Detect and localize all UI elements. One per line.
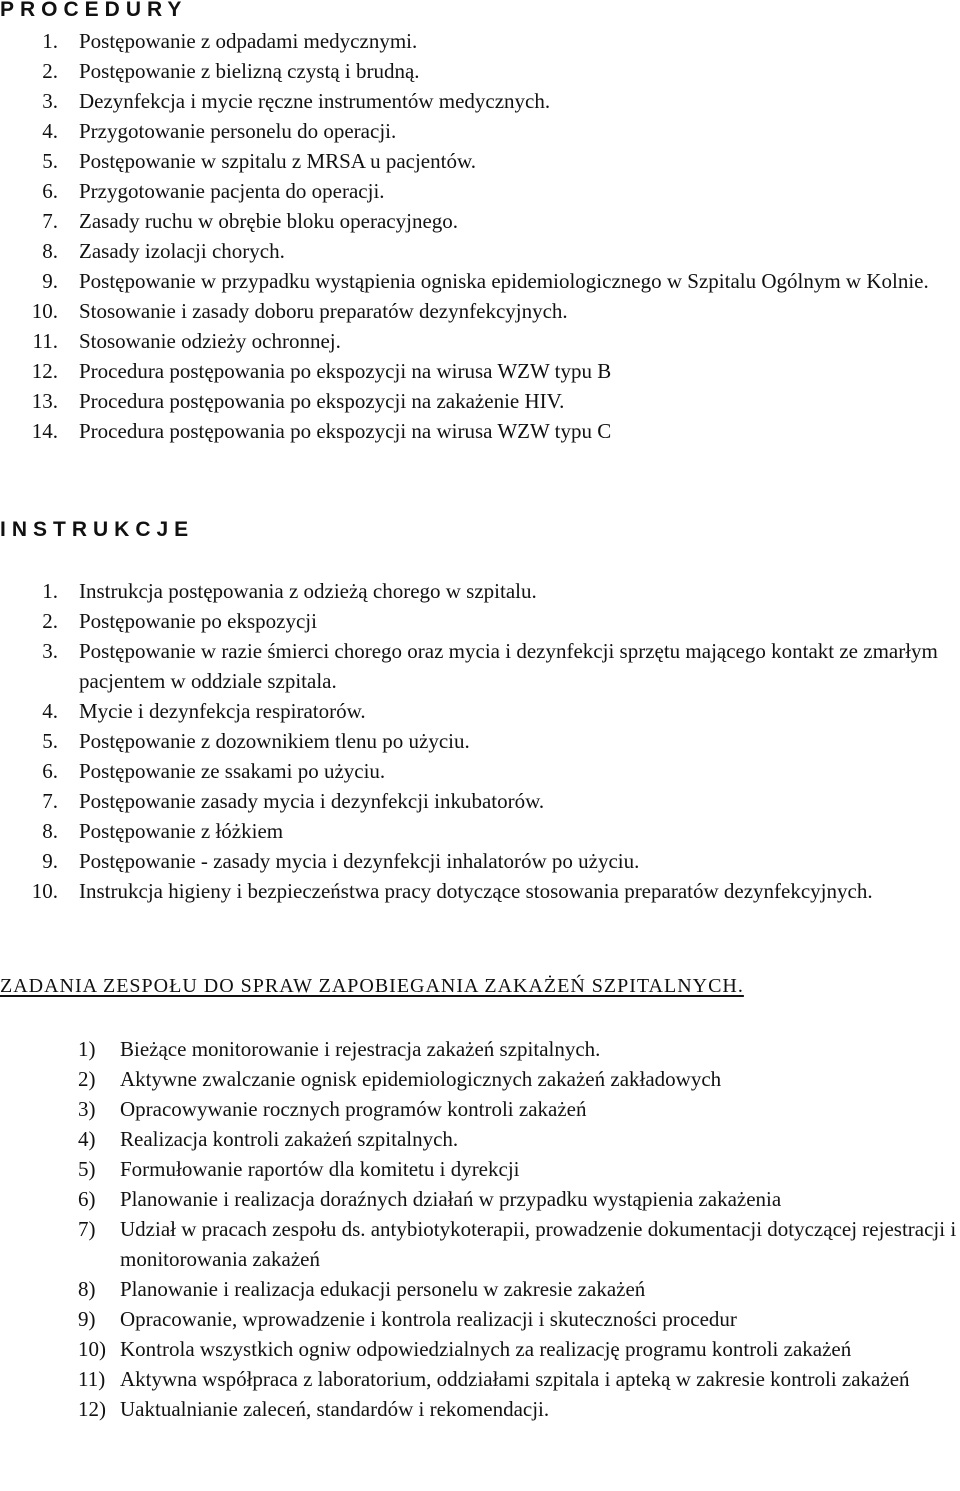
- list-item-number: 14.: [31, 419, 58, 443]
- list-item: [0, 206, 960, 236]
- list-item: [0, 26, 960, 56]
- list-item-text: Kontrola wszystkich ogniw odpowiedzialnych za realizację programu kontroli zakażeń: [120, 1337, 852, 1361]
- list-item: [0, 1214, 960, 1274]
- list-item: [0, 1124, 960, 1154]
- list-item: [0, 146, 960, 176]
- list-item-number: 12.: [31, 359, 58, 383]
- list-item: [0, 1274, 960, 1304]
- list-item-number: 6.: [42, 179, 58, 203]
- list-item: [0, 576, 960, 606]
- list-item: [0, 786, 960, 816]
- list-item-number: 12): [78, 1397, 106, 1421]
- list-item-text: Postępowanie po ekspozycji: [79, 609, 317, 633]
- list-item: [0, 116, 960, 146]
- list-item-number: 4.: [42, 699, 58, 723]
- list-item-number: 2.: [42, 609, 58, 633]
- list-item: [0, 876, 960, 906]
- list-item-text: Postępowanie z odpadami medycznymi.: [79, 29, 418, 53]
- list-item-text: Aktywna współpraca z laboratorium, oddziałami szpitala i apteką w zakresie kontroli zakażeń: [120, 1367, 910, 1391]
- list-item-text: Opracowanie, wprowadzenie i kontrola realizacji i skuteczności procedur: [120, 1307, 737, 1331]
- list-item: [0, 416, 960, 446]
- list-item: [0, 356, 960, 386]
- list-item: [0, 846, 960, 876]
- list-item-text: Aktywne zwalczanie ognisk epidemiologicznych zakażeń zakładowych: [120, 1067, 722, 1091]
- list-item: [0, 86, 960, 116]
- list-item: [0, 726, 960, 756]
- list-item-text: Zasady izolacji chorych.: [79, 239, 285, 263]
- list-item-text: Instrukcja higieny i bezpieczeństwa pracy dotyczące stosowania preparatów dezynfekcyjnych.: [79, 879, 873, 903]
- list-item: [0, 1034, 960, 1064]
- list-item: [0, 236, 960, 266]
- list-item-text: Procedura postępowania po ekspozycji na zakażenie HIV.: [79, 389, 565, 413]
- list-item-text: Opracowywanie rocznych programów kontroli zakażeń: [120, 1097, 587, 1121]
- list-item-number: 8.: [42, 239, 58, 263]
- list-item-text: Postępowanie ze ssakami po użyciu.: [79, 759, 386, 783]
- list-item-number: 6.: [42, 759, 58, 783]
- list-item-text: Udział w pracach zespołu ds. antybiotykoterapii, prowadzenie dokumentacji dotyczącej rejestracji i monitorowania zakażeń: [120, 1217, 957, 1271]
- list-item-text: Postępowanie z bielizną czystą i brudną.: [79, 59, 420, 83]
- list-item-number: 1.: [42, 29, 58, 53]
- list-item-number: 11.: [32, 329, 58, 353]
- list-item-text: Stosowanie i zasady doboru preparatów dezynfekcyjnych.: [79, 299, 568, 323]
- zadania-list: [0, 1034, 960, 1424]
- list-item-text: Uaktualnianie zaleceń, standardów i rekomendacji.: [120, 1397, 550, 1421]
- list-item-number: 3): [78, 1097, 96, 1121]
- list-item: [0, 636, 960, 696]
- list-item: [0, 176, 960, 206]
- list-item-text: Przygotowanie personelu do operacji.: [79, 119, 397, 143]
- list-item-text: Dezynfekcja i mycie ręczne instrumentów medycznych.: [79, 89, 551, 113]
- zadania-heading: ZADANIA ZESPOŁU DO SPRAW ZAPOBIEGANIA ZAKAŻEŃ SZPITALNYCH.: [0, 975, 744, 997]
- list-item-number: 7.: [42, 209, 58, 233]
- list-item-number: 5.: [42, 729, 58, 753]
- list-item-number: 7.: [42, 789, 58, 813]
- list-item-text: Planowanie i realizacja doraźnych działań w przypadku wystąpienia zakażenia: [120, 1187, 782, 1211]
- list-item-text: Przygotowanie pacjenta do operacji.: [79, 179, 385, 203]
- list-item: [0, 696, 960, 726]
- list-item-number: 3.: [42, 89, 58, 113]
- list-item-text: Postępowanie w szpitalu z MRSA u pacjentów.: [79, 149, 477, 173]
- list-item: [0, 1304, 960, 1334]
- list-item-text: Postępowanie - zasady mycia i dezynfekcji inhalatorów po użyciu.: [79, 849, 640, 873]
- list-item-text: Postępowanie zasady mycia i dezynfekcji inkubatorów.: [79, 789, 545, 813]
- list-item-number: 11): [78, 1367, 106, 1391]
- list-item-text: Postępowanie z dozownikiem tlenu po użyciu.: [79, 729, 470, 753]
- list-item: [0, 1064, 960, 1094]
- list-item-number: 4.: [42, 119, 58, 143]
- list-item-number: 7): [78, 1217, 96, 1241]
- list-item-number: 2.: [42, 59, 58, 83]
- list-item-number: 10.: [31, 879, 58, 903]
- list-item-number: 2): [78, 1067, 96, 1091]
- list-item-number: 13.: [31, 389, 58, 413]
- procedury-heading: PROCEDURY: [0, 0, 188, 21]
- list-item: [0, 816, 960, 846]
- list-item-text: Postępowanie w razie śmierci chorego oraz mycia i dezynfekcji sprzętu mającego kontakt ze zmarłym pacjentem w oddziale szpitala.: [79, 639, 938, 693]
- list-item-number: 10.: [31, 299, 58, 323]
- list-item-text: Instrukcja postępowania z odzieżą chorego w szpitalu.: [79, 579, 537, 603]
- list-item-number: 10): [78, 1337, 106, 1361]
- list-item-number: 5): [78, 1157, 96, 1181]
- list-item: [0, 1364, 960, 1394]
- list-item-text: Zasady ruchu w obrębie bloku operacyjnego.: [79, 209, 459, 233]
- list-item-text: Procedura postępowania po ekspozycji na wirusa WZW typu C: [79, 419, 612, 443]
- list-item: [0, 296, 960, 326]
- list-item: [0, 266, 960, 296]
- list-item: [0, 1334, 960, 1364]
- list-item-number: 9.: [42, 849, 58, 873]
- list-item-text: Stosowanie odzieży ochronnej.: [79, 329, 341, 353]
- list-item-text: Formułowanie raportów dla komitetu i dyrekcji: [120, 1157, 520, 1181]
- list-item: [0, 56, 960, 86]
- list-item-number: 9): [78, 1307, 96, 1331]
- list-item-number: 6): [78, 1187, 96, 1211]
- list-item: [0, 1094, 960, 1124]
- procedury-list: [0, 26, 960, 446]
- list-item-number: 8.: [42, 819, 58, 843]
- list-item: [0, 1184, 960, 1214]
- list-item-number: 5.: [42, 149, 58, 173]
- list-item-number: 4): [78, 1127, 96, 1151]
- instrukcje-heading: INSTRUKCJE: [0, 518, 195, 541]
- list-item-text: Postępowanie w przypadku wystąpienia ogniska epidemiologicznego w Szpitalu Ogólnym w Kolnie.: [79, 269, 929, 293]
- list-item-text: Bieżące monitorowanie i rejestracja zakażeń szpitalnych.: [120, 1037, 601, 1061]
- list-item-text: Realizacja kontroli zakażeń szpitalnych.: [120, 1127, 459, 1151]
- list-item-text: Planowanie i realizacja edukacji personelu w zakresie zakażeń: [120, 1277, 646, 1301]
- list-item-number: 1): [78, 1037, 96, 1061]
- list-item: [0, 756, 960, 786]
- list-item-number: 8): [78, 1277, 96, 1301]
- list-item: [0, 386, 960, 416]
- list-item-number: 1.: [42, 579, 58, 603]
- list-item-number: 3.: [42, 639, 58, 663]
- list-item: [0, 606, 960, 636]
- list-item: [0, 326, 960, 356]
- list-item-text: Mycie i dezynfekcja respiratorów.: [79, 699, 366, 723]
- instrukcje-list: [0, 576, 960, 906]
- list-item-text: Procedura postępowania po ekspozycji na wirusa WZW typu B: [79, 359, 612, 383]
- list-item-text: Postępowanie z łóżkiem: [79, 819, 284, 843]
- list-item: [0, 1394, 960, 1424]
- list-item-number: 9.: [42, 269, 58, 293]
- list-item: [0, 1154, 960, 1184]
